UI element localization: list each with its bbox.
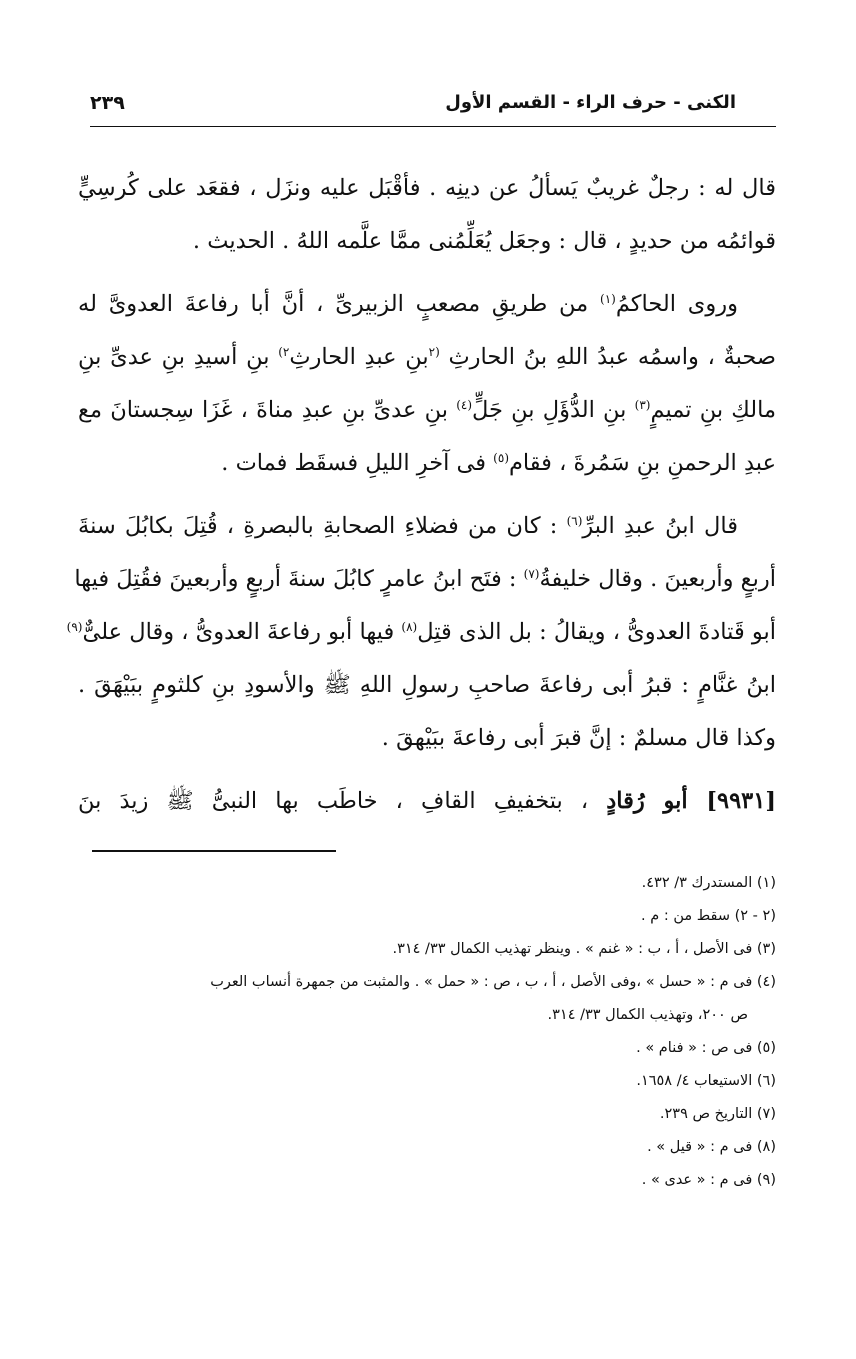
- text-line: وروى الحاكمُ$^{(١)}$ من طريقِ مصعبٍ الزبيرىِّ ، أنَّ أبا رفاعةَ العدوىَّ له: [78, 291, 738, 317]
- text-line: صحبةٌ ، واسمُه عبدُ اللهِ بنُ الحارثِ $^{(٢}$بنِ عبدِ الحارثِ$^{٢)}$ بنِ أسيدِ بنِ عدىِّ بنِ: [78, 344, 777, 370]
- footnote-8: (٨) فى م : « قيل » .: [647, 1139, 776, 1155]
- footnote-4: (٤) فى م : « حسل » ،وفى الأصل ، أ ، ب ، ص : « حمل » . والمثبت من جمهرة أنساب العرب: [210, 974, 776, 990]
- footnotes: [80, 868, 776, 1198]
- footnote-marker: (٧): [523, 567, 540, 581]
- footnote-6: (٦) الاستيعاب ٤/ ١٦٥٨.: [636, 1073, 776, 1089]
- text-line: مالكِ بنِ تميمٍ$^{(٣)}$ بنِ الدُّؤَلِ بنِ جَلٍّ$^{(٤)}$ بنِ عدىِّ بنِ عبدِ مناةَ ، غَزَا سِجستانَ مع: [78, 397, 776, 423]
- text-line: أربعٍ وأربعينَ . وقال خليفةُ$^{(٧)}$ : فتَح ابنُ عامرٍ كابُلَ سنةَ أربعٍ وأربعينَ فقُتِلَ فيها: [74, 566, 776, 592]
- footnote-separator: [92, 850, 336, 852]
- text-line: قال له : رجلٌ غريبٌ يَسألُ عن دينِه . فأقْبَل عليه ونزَل ، فقعَد على كُرسِيٍّ: [78, 175, 776, 201]
- footnote-marker: (٨): [401, 620, 418, 634]
- footnote-4-cont: ص ٢٠٠، وتهذيب الكمال ٣٣/ ٣١٤.: [547, 1007, 748, 1023]
- running-header: [90, 90, 776, 127]
- footnote-marker: (١): [600, 292, 616, 306]
- footnote-marker: (٦): [566, 514, 583, 528]
- footnote-3: (٣) فى الأصل ، أ ، ب : « غنم » . وينظر تهذيب الكمال ٣٣/ ٣١٤.: [392, 941, 776, 957]
- footnote-marker: (٩): [66, 620, 83, 634]
- footnote-marker: (٥): [493, 451, 509, 465]
- footnote-5: (٥) فى ص : « فنام » .: [636, 1040, 776, 1056]
- entry-number: [٩٩٣١]: [706, 788, 776, 814]
- footnote-9: (٩) فى م : « عدى » .: [641, 1172, 776, 1188]
- footnote-marker: (٣): [634, 398, 651, 412]
- text-line: عبدِ الرحمنِ بنِ سَمُرةَ ، فقام$^{(٥)}$ فى آخرِ الليلِ فسقَط فمات .: [221, 450, 776, 476]
- main-text: [66, 168, 777, 834]
- text-line: أبو قَتادةَ العدوىُّ ، ويقالُ : بل الذى قتِل$^{(٨)}$ فيها أبو رفاعةَ العدوىُّ ، وقال علىٌّ$^{(٩)}$: [66, 619, 776, 645]
- page-number: ٢٣٩: [90, 92, 125, 114]
- footnote-1: (١) المستدرك ٣/ ٤٣٢.: [641, 875, 776, 891]
- text-line: ابنُ غنَّامٍ : قبرُ أبى رفاعةَ صاحبِ رسولِ اللهِ ﷺ والأسودِ بنِ كلثومٍ ببَيْهَقَ .: [78, 672, 776, 698]
- footnote-7: (٧) التاريخ ص ٢٣٩.: [659, 1106, 776, 1122]
- footnote-2: (٢ - ٢) سقط من : م .: [641, 908, 776, 924]
- text-line: قال ابنُ عبدِ البرِّ$^{(٦)}$ : كان من فضلاءِ الصحابةِ بالبصرةِ ، قُتِلَ بكابُلَ سنةَ: [78, 513, 738, 539]
- footnote-marker: ٢): [278, 345, 290, 359]
- text-line: وكذا قال مسلمٌ : إنَّ قبرَ أبى رفاعةَ ببَيْهقَ .: [381, 725, 776, 751]
- text-line: [٩٩٣١] أبو رُقادٍ ، بتخفيفِ القافِ ، خاطَب بها النبىُّ ﷺ زيدَ بنَ: [78, 788, 776, 814]
- footnote-marker: (٤): [456, 398, 473, 412]
- text-line: قوائمُه من حديدٍ ، قال : وجعَل يُعَلِّمُنى ممَّا علَّمه اللهُ . الحديث .: [192, 228, 776, 254]
- running-title: الكنى - حرف الراء - القسم الأول: [445, 92, 736, 113]
- footnote-marker: (٢: [428, 345, 440, 359]
- entry-name: أبو رُقادٍ: [606, 788, 707, 814]
